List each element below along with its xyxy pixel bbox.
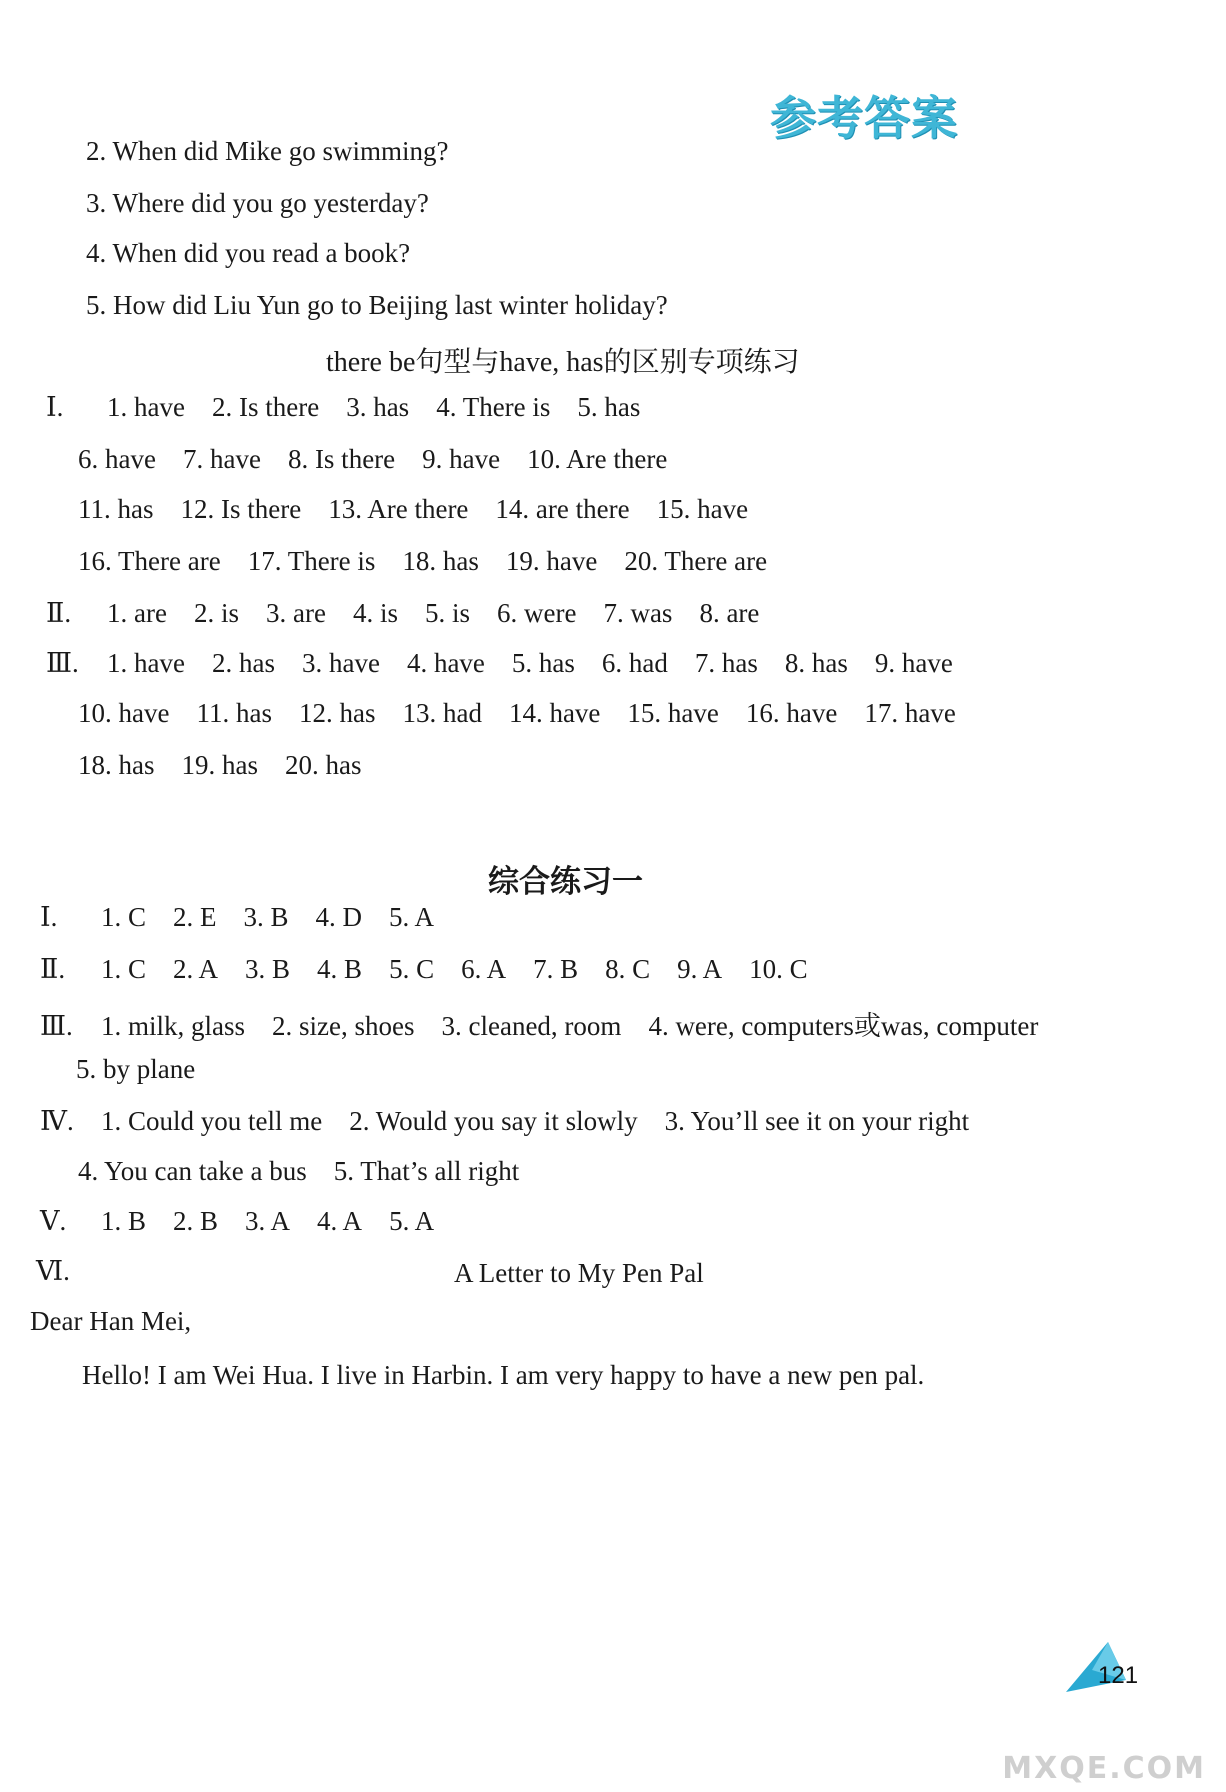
answer-item: 4. A [317,1206,363,1236]
answer-item: 19. has [181,750,258,780]
answer-item: 9. have [422,444,501,474]
roman-numeral: Ⅵ. [36,1256,70,1286]
answer-item: 6. had [601,648,668,678]
answer-item: 3. A [245,1206,291,1236]
answer-item: 1. C [101,954,147,984]
answer-item: 1. B [101,1206,147,1236]
answer-row [40,1004,1038,1043]
answer-item: 16. have [745,698,838,728]
answer-item: 11. has [78,494,154,524]
answer-item: 4. There is [436,392,551,422]
answer-item: 5. has [511,648,575,678]
answer-item: 2. size, shoes [272,1011,415,1041]
answer-item: 20. has [285,750,362,780]
question-line: 3. Where did you go yesterday? [86,188,429,218]
answer-item: 2. A [173,954,219,984]
roman-numeral: Ⅱ. [46,598,72,628]
answer-item: 14. are there [495,494,630,524]
answer-item: 10. C [749,954,808,984]
answer-item: 1. are [107,598,167,628]
roman-numeral: Ⅳ. [40,1106,74,1136]
answer-item: 2. B [173,1206,219,1236]
answer-row [78,494,748,525]
answer-item: 5. A [389,902,435,932]
answer-row [40,1206,434,1237]
answer-item: 7. have [182,444,261,474]
answer-item: 7. B [533,954,579,984]
answer-item: 10. Are there [527,444,668,474]
answer-item: 4. have [406,648,485,678]
page-number: 121 [1098,1662,1139,1689]
answer-item: 11. has [196,698,272,728]
answer-item: 4. were, computers或was, computer [648,1011,1039,1041]
answer-row [46,392,640,423]
section-title: there be句型与have, has的区别专项练习 [326,347,800,378]
answer-item: 4. D [315,902,363,932]
answer-item: 18. has [402,546,479,576]
answer-item: 6. have [78,444,156,474]
answer-item: 5. C [389,954,435,984]
roman-numeral: Ⅰ. [46,392,64,422]
answer-row [78,698,956,729]
answer-item: 6. A [461,954,507,984]
answer-item: 7. has [694,648,758,678]
roman-numeral: Ⅴ. [40,1206,67,1236]
answer-item: 3. B [243,902,289,932]
answer-item: 3. has [346,392,410,422]
answer-item: 4. B [317,954,363,984]
question-line: 4. When did you read a book? [86,238,411,268]
answer-item: 14. have [508,698,601,728]
answer-item: 8. has [784,648,848,678]
answer-row [40,954,808,985]
answer-item: 15. have [627,698,719,728]
answer-item: 3. cleaned, room [441,1011,622,1041]
answer-item: 1. Could you tell me [101,1106,323,1136]
letter-title: A Letter to My Pen Pal [454,1258,704,1288]
question-line: 2. When did Mike go swimming? [86,136,449,166]
answer-row [46,648,953,679]
answer-item: 13. Are there [328,494,469,524]
answer-item: 9. have [874,648,953,678]
answer-item: 3. B [245,954,291,984]
answer-item: 2. Is there [211,392,320,422]
answer-item: 17. have [864,698,956,728]
answer-item: 2. E [173,902,217,932]
answer-row [78,444,667,475]
answer-item: 17. There is [247,546,376,576]
answer-item: 3. have [301,648,380,678]
answer-item: 8. Is there [287,444,396,474]
answer-item: 16. There are [78,546,221,576]
answer-row [78,750,362,781]
answer-row [40,1106,969,1137]
answer-item: 1. milk, glass [101,1011,246,1041]
answer-item: 20. There are [624,546,768,576]
answer-item: 18. has [78,750,155,780]
answer-item: 15. have [656,494,749,524]
answer-row [46,598,759,629]
roman-numeral: Ⅲ. [40,1011,73,1041]
answer-item: 5. by plane [76,1054,196,1084]
letter-greeting: Dear Han Mei, [30,1306,192,1336]
question-line: 5. How did Liu Yun go to Beijing last winter holiday? [86,290,668,320]
answer-item: 6. were [496,598,577,628]
roman-numeral: Ⅱ. [40,954,66,984]
answer-item: 9. A [677,954,723,984]
answer-row [78,546,767,577]
answer-item: 8. C [605,954,651,984]
answer-item: 1. have [107,392,185,422]
answer-item: 5. is [424,598,470,628]
answer-item: 12. has [298,698,376,728]
answer-item: 7. was [603,598,673,628]
answer-item: 1. have [107,648,185,678]
answer-item: 5. has [577,392,641,422]
section-title: 综合练习一 [488,864,643,900]
answer-row [76,1054,195,1085]
roman-numeral: Ⅲ. [46,648,79,678]
answer-item: 19. have [505,546,598,576]
answer-item: 5. That’s all right [333,1156,520,1186]
answer-item: 2. has [211,648,275,678]
answer-item: 4. You can take a bus [78,1156,307,1186]
answer-row [78,1156,519,1187]
answer-item: 2. Would you say it slowly [349,1106,638,1136]
answer-item: 5. A [389,1206,435,1236]
letter-body: Hello! I am Wei Hua. I live in Harbin. I am very happy to have a new pen pal. [82,1360,925,1390]
answer-item: 3. are [265,598,326,628]
page-number-badge [1062,1640,1146,1700]
answer-item: 1. C [101,902,147,932]
answer-item: 2. is [193,598,239,628]
answer-item: 13. had [402,698,482,728]
answer-item: 12. Is there [180,494,302,524]
answer-item: 10. have [78,698,170,728]
answer-item: 4. is [352,598,398,628]
page-header-title: 参考答案 [770,91,958,145]
roman-numeral: Ⅰ. [40,902,58,932]
answer-item: 3. You’ll see it on your right [664,1106,970,1136]
watermark: MXQE.COM [1002,1751,1206,1786]
answer-item: 8. are [699,598,760,628]
answer-row [40,902,434,933]
